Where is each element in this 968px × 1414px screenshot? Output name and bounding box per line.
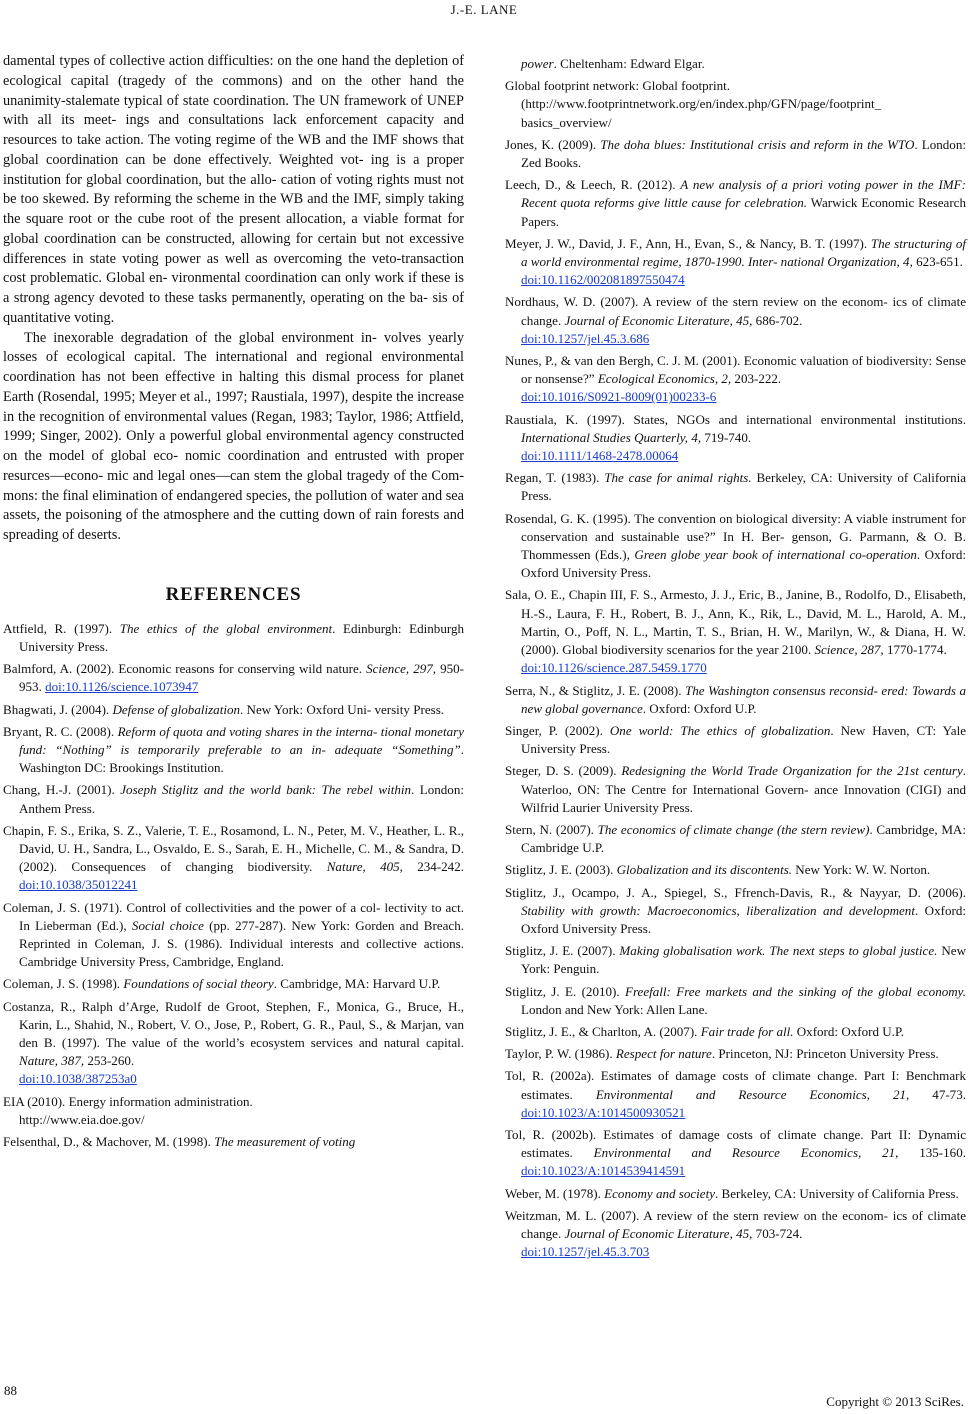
reference-title: The measurement of voting [214, 1134, 356, 1150]
reference-text: 253-260. [84, 1053, 135, 1069]
reference-title: The doha blues: Institutional crisis and reform in the WTO [600, 136, 915, 152]
reference-text: 703-724. [752, 1225, 803, 1241]
reference-entry [505, 469, 966, 505]
reference-text: Regan, T. (1983). [505, 470, 605, 486]
reference-entry [3, 975, 464, 993]
reference-text: Coleman, J. S. (1998). [3, 976, 124, 992]
reference-entry [505, 55, 966, 73]
reference-text: . New York: Oxford Uni- versity Press. [240, 701, 445, 717]
reference-text: New York: W. W. Norton. [792, 862, 931, 878]
reference-text: Leech, D., & Leech, R. (2012). [505, 177, 681, 193]
reference-entry [505, 176, 966, 231]
reference-text: 234-242. [402, 859, 464, 875]
reference-entry [505, 411, 966, 466]
reference-text: London and New York: Allen Lane. [521, 1001, 708, 1017]
reference-title: Environmental and Resource Economics, 21, [595, 1086, 910, 1102]
reference-text: Steger, D. S. (2009). [505, 763, 622, 779]
reference-text: Coleman, J. S. (1971). Control of collectivities and the power of a col- lectivity to act. In Lieberman (Ed.), [3, 899, 464, 933]
reference-text: (pp. 277-287). New York: Gorden and Breach. Reprinted in Coleman, J. S. (1986). Individual interests and collective actions. Cambridge University Press, Cambridge, England. [19, 917, 464, 970]
reference-text: Weitzman, M. L. (2007). A review of the stern review on the econom- ics of climate change. [505, 1207, 966, 1241]
reference-title: Nature, 387, [19, 1053, 85, 1069]
reference-title: Respect for nature [615, 1046, 712, 1062]
body-paragraph: The inexorable degradation of the global environment in- volves yearly losses of ecological capital. The international and regional environmental coordination has not been effective in halting this dismal process for planet Earth (Rosendal, 1995; Meyer et al., 1997; Raustiala, 1997), despite the increase in the recognition of environmental values (Regan, 1983; Taylor, 1986; Attfield, 1999; Singer, 2002). Only a powerful global environmental agency constructed on the model of global eco- nomic coordination and entrusted with proper resurces—econo- mic and legal ones—can stem the global tragedy of the Com- mons: the final elimination of endangered species, the pollution of water and sea assets, the poisoning of the atmosphere and the cutting down of rain forests and spreading of deserts. [3, 329, 464, 543]
reference-text: . Berkeley, CA: University of California Press. [715, 1185, 959, 1201]
reference-title: Nature, 405, [326, 859, 403, 875]
reference-title: A new analysis of a priori voting power in the IMF: Recent quota reforms give little cause for celebration. [521, 177, 966, 211]
reference-text: Raustiala, K. (1997). States, NGOs and international environmental institutions. [505, 411, 966, 427]
reference-text: . London: Anthem Press. [19, 782, 464, 816]
reference-entry [3, 998, 464, 1089]
reference-text: Serra, N., & Stiglitz, J. E. (2008). [505, 682, 685, 698]
doi-link[interactable]: doi:10.1111/1468-2478.00064 [521, 448, 679, 464]
reference-text: . Washington DC: Brookings Institution. [19, 741, 464, 776]
reference-title: The economics of climate change (the stern review) [597, 821, 870, 837]
reference-text: Stiglitz, J. E., & Charlton, A. (2007). [505, 1023, 701, 1039]
reference-entry [505, 77, 966, 132]
reference-entry [3, 822, 464, 895]
reference-title: The Washington consensus reconsid- ered: Towards a new global governance [521, 682, 967, 716]
reference-text: 1770-1774. [883, 642, 947, 658]
reference-entry [505, 293, 966, 348]
reference-title: Joseph Stiglitz and the world bank: The rebel within [120, 782, 411, 798]
reference-entry [505, 722, 966, 758]
reference-text: . Oxford: Oxford U.P. [642, 700, 757, 716]
reference-entry [505, 235, 966, 290]
reference-text: 135-160. [898, 1145, 966, 1161]
reference-title: The structuring of a world environmental regime, 1870-1990. Inter- national Organization, 4, [521, 235, 967, 270]
reference-title: Fair trade for all. [700, 1023, 794, 1039]
reference-text: 203-222. [731, 371, 782, 387]
reference-entry [3, 620, 464, 656]
reference-text: . Cheltenham: Edward Elgar. [553, 56, 705, 71]
reference-title: Science, 297, [366, 661, 437, 677]
reference-text: Jones, K. (2009). [505, 136, 601, 152]
reference-entry [505, 1067, 966, 1122]
doi-link[interactable]: doi:10.1016/S0921-8009(01)00233-6 [521, 389, 717, 405]
reference-entry [505, 1023, 966, 1041]
reference-text: Tol, R. (2002a). Estimates of damage costs of climate change. Part I: Benchmark estimates. [505, 1068, 966, 1102]
reference-text: Balmford, A. (2002). Economic reasons for conserving wild nature. [3, 661, 367, 677]
reference-entry [505, 762, 966, 817]
reference-entry [3, 1133, 464, 1151]
reference-text: . New Haven, CT: Yale University Press. [521, 722, 966, 757]
reference-title: Freefall: Free markets and the sinking of the global economy. [624, 983, 967, 999]
doi-link[interactable]: doi:10.1126/science.287.5459.1770 [521, 660, 707, 676]
reference-text: 950-953. [19, 661, 464, 695]
reference-text: Felsenthal, D., & Machover, M. (1998). [3, 1134, 215, 1150]
reference-text: . Oxford: Oxford University Press. [521, 902, 966, 936]
doi-link[interactable]: doi:10.1038/387253a0 [19, 1071, 137, 1087]
reference-url: (http://www.footprintnetwork.org/en/index.php/GFN/page/footprint_ basics_overview/ [521, 96, 882, 130]
running-head: J.-E. LANE [450, 2, 518, 17]
reference-text: Stern, N. (2007). [505, 821, 598, 837]
reference-entry [505, 586, 966, 677]
doi-link[interactable]: doi:10.1126/science.1073947 [45, 679, 199, 695]
reference-text: Stiglitz, J., Ocampo, J. A., Spiegel, S., Ffrench-Davis, R., & Nayyar, D. (2006). [505, 884, 966, 900]
reference-text: . Cambridge, MA: Harvard U.P. [273, 976, 441, 992]
reference-entry [3, 723, 464, 778]
reference-text: Tol, R. (2002b). Estimates of damage costs of climate change. Part II: Dynamic estimates. [505, 1126, 966, 1161]
reference-entry [3, 781, 464, 817]
reference-title: The case for animal rights. [604, 470, 752, 486]
page-number: 88 [4, 1383, 17, 1398]
reference-text: 719-740. [701, 429, 752, 445]
reference-url: http://www.eia.doe.gov/ [19, 1111, 145, 1127]
reference-entry [505, 1185, 966, 1203]
doi-link[interactable]: doi:10.1023/A:1014539414591 [521, 1163, 686, 1179]
reference-text: 623-651. [912, 254, 963, 270]
reference-text: . Princeton, NJ: Princeton University Press. [711, 1046, 939, 1062]
reference-title: power [521, 56, 554, 71]
doi-link[interactable]: doi:10.1257/jel.45.3.703 [521, 1244, 650, 1260]
reference-title: International Studies Quarterly, 4, [521, 429, 702, 445]
reference-text: Meyer, J. W., David, J. F., Ann, H., Evan, S., & Nancy, B. T. (1997). [505, 235, 871, 251]
reference-entry [505, 1045, 966, 1063]
reference-entry [3, 701, 464, 719]
reference-text: Chapin, F. S., Erika, S. Z., Valerie, T. E., Rosamond, L. N., Peter, M. V., Heather, L. R., David, U. H., Sandra, L., Osvaldo, E. S., Sarah, E. H., Michelle, C. M., & Sandra, D. (2002). Consequences of changing biodiversity. [3, 822, 464, 875]
reference-title: Journal of Economic Literature, 45, [564, 1225, 753, 1241]
reference-text: 686-702. [752, 312, 803, 328]
reference-title: Globalization and its discontents. [616, 862, 793, 878]
reference-entry [505, 861, 966, 879]
reference-text: . Oxford: Oxford University Press. [521, 547, 966, 581]
left-column [3, 52, 464, 1155]
reference-title: Defense of globalization [112, 701, 240, 717]
reference-entry [505, 136, 966, 172]
reference-entry [505, 821, 966, 857]
reference-title: Economy and society [604, 1185, 716, 1201]
reference-text: Costanza, R., Ralph d’Arge, Rudolf de Groot, Stephen, F., Monica, G., Bruce, H., Karin, L., Shahid, N., Robert, V. O., Jose, P., Robert, G. R., Paul, S., & Marjan, van den B. (1997). The value of the world’s ecosystem services and natural capital. [3, 998, 464, 1051]
reference-text: New York: Penguin. [521, 943, 967, 977]
right-column [505, 55, 966, 1265]
reference-title: Foundations of social theory [123, 976, 274, 992]
reference-entry [505, 983, 966, 1019]
reference-title: Science, 287, [814, 642, 884, 658]
reference-title: Social choice [131, 917, 204, 933]
reference-text: Taylor, P. W. (1986). [505, 1046, 616, 1062]
references-heading: REFERENCES [165, 583, 302, 605]
reference-text: Bryant, R. C. (2008). [3, 723, 118, 739]
doi-link[interactable]: doi:10.1038/35012241 [19, 877, 138, 893]
reference-title: Ecological Economics, 2, [597, 371, 732, 387]
reference-title: The ethics of the global environment [119, 620, 333, 636]
reference-text: . Edinburgh: Edinburgh University Press. [19, 620, 464, 654]
reference-text: Stiglitz, J. E. (2007). [505, 943, 620, 959]
reference-entry [3, 660, 464, 696]
reference-text: Stiglitz, J. E. (2010). [505, 983, 625, 999]
reference-text: Stiglitz, J. E. (2003). [505, 862, 617, 878]
reference-title: Reform of quota and voting shares in the interna- tional monetary fund: “Nothing” is temporarily preferable to an in- adequate “Something” [19, 723, 464, 757]
reference-title: Journal of Economic Literature, 45, [564, 312, 753, 328]
reference-title: Green globe year book of international co-operation [634, 547, 917, 563]
reference-text: 47-73. [909, 1086, 966, 1102]
reference-entry [505, 1126, 966, 1181]
reference-text: . Cambridge, MA: Cambridge U.P. [521, 821, 966, 856]
reference-title: Stability with growth: Macroeconomics, liberalization and development [521, 902, 915, 918]
reference-text: Chang, H.-J. (2001). [3, 782, 121, 798]
reference-text: Nunes, P., & van den Bergh, C. J. M. (2001). Economic valuation of biodiversity: Sense or nonsense?” [505, 353, 966, 387]
reference-text: Attfield, R. (1997). [3, 620, 120, 636]
reference-entry [505, 884, 966, 939]
reference-title: One world: The ethics of globalization [609, 722, 831, 738]
reference-text: Global footprint network: Global footprint. [505, 78, 731, 94]
reference-text: Nordhaus, W. D. (2007). A review of the stern review on the econom- ics of climate change. [505, 294, 966, 328]
reference-text: Bhagwati, J. (2004). [3, 701, 113, 717]
reference-title: Environmental and Resource Economics, 21, [593, 1145, 899, 1161]
reference-text: Rosendal, G. K. (1995). The convention on biological diversity: A viable instrument for conservation and sustainable use?” In H. Ber- genson, G. Parmann, & O. B. Thommessen (Eds.), [505, 510, 966, 563]
reference-text: . Waterloo, ON: The Centre for International Govern- ance Innovation (CIGI) and Wilfrid Laurier University Press. [521, 763, 966, 815]
reference-entry [505, 942, 966, 978]
reference-text: Weber, M. (1978). [505, 1185, 605, 1201]
reference-entry [3, 1093, 464, 1129]
reference-text: Sala, O. E., Chapin III, F. S., Armesto, J. J., Eric, B., Janine, B., Rodolfo, D., Elisabeth, H.-S., Laura, F. H., Robert, B. J., Ann, K., Rik, L., David, M. L., Harold, A. M., Martin, O., Poff, N. L., Martin, T. S., Brian, H. W., Marilyn, W., & Diana, H. W. (2000). Global biodiversity scenarios for the year 2100. [505, 587, 966, 658]
reference-text: Singer, P. (2002). [505, 722, 610, 738]
reference-title: Making globalisation work. The next steps to global justice. [619, 943, 938, 959]
doi-link[interactable]: doi:10.1023/A:1014500930521 [521, 1104, 686, 1120]
reference-entry [505, 352, 966, 407]
doi-link[interactable]: doi:10.1162/002081897550474 [521, 272, 685, 288]
reference-entry [505, 510, 966, 583]
reference-entry [3, 899, 464, 972]
doi-link[interactable]: doi:10.1257/jel.45.3.686 [521, 330, 650, 346]
reference-title: Redesigning the World Trade Organization for the 21st century [621, 763, 963, 779]
reference-text: Oxford: Oxford U.P. [793, 1023, 905, 1039]
reference-text: Berkeley, CA: University of California Press. [521, 470, 967, 504]
reference-text: Warwick Economic Research Papers. [521, 195, 966, 229]
copyright-notice: Copyright © 2013 SciRes. [826, 1394, 964, 1409]
reference-text: EIA (2010). Energy information administration. [3, 1093, 253, 1109]
reference-entry [505, 682, 966, 718]
reference-list-right [505, 55, 966, 1261]
body-paragraph: damental types of collective action difficulties: on the one hand the depletion of ecological capital (tragedy of the commons) and on the other hand the unanimity-stalemate typical of state coordination. The UN framework of UNEP with all its meet- ings and consultations lack enforcement capacity and resources to take action. The voting regime of the WB and the IMF shows that global coordination can be done effectively. Weighted vot- ing is a proper institution for global coordination, but the allo- cation of voting rights must not be too skewed. By reforming the scheme in the WB and the IMF, simply taking the square root or the cube root of the present allocation, a viable format for global coordination can be constructed, allowing for certain but not excessive differences in state voting power as well as overcoming the veto-transaction cost problematic. Global en- vironmental coordination can only work if these is a strong agency devoted to these tasks permanently, operating on the ba- sis of quantitative voting. [3, 53, 464, 326]
reference-list-left [3, 620, 464, 1151]
reference-text: . London: Zed Books. [521, 136, 966, 171]
reference-entry [505, 1207, 966, 1262]
